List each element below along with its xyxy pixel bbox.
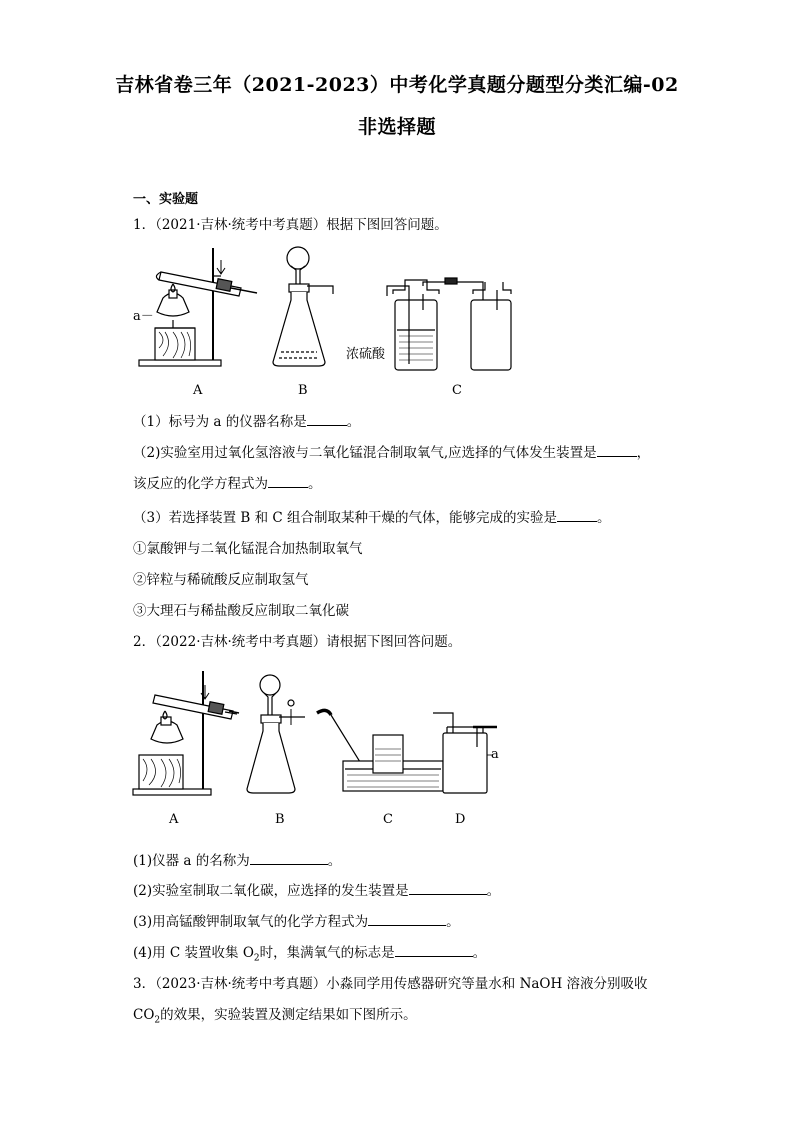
q1-blank2[interactable] [597, 443, 637, 457]
q2-part3: (3)用高锰酸钾制取氧气的化学方程式为 。 [133, 914, 460, 930]
q1-part1: （1）标号为 a 的仪器名称是 。 [133, 414, 361, 430]
q1-blank4[interactable] [557, 508, 597, 522]
q2-apparatus-d [433, 713, 497, 793]
q1-apparatus-a [139, 248, 257, 366]
q2-apparatus-c [317, 710, 443, 791]
q1-blank3[interactable] [268, 474, 308, 488]
q2-apparatus-b [247, 675, 305, 793]
q2-label-a: a [491, 747, 499, 762]
q2-apparatus-a [133, 671, 239, 795]
q2-part4: (4)用 C 装置收集 $O_2$时，集满氧气的标志是 。 [133, 945, 487, 964]
q1-part2: （2)实验室用过氧化氢溶液与二氧化锰混合制取氧气,应选择的气体发生装置是 ， [133, 445, 651, 461]
document-title-line1: 吉林省卷三年（2021-2023）中考化学真题分题型分类汇编-02 [115, 74, 679, 96]
q2-blank3[interactable] [368, 912, 446, 926]
q1-figure [133, 240, 533, 375]
q2-label-C: C [383, 812, 393, 827]
q3-stem: 3．（2023·吉林·统考中考真题）小淼同学用传感器研究等量水和 NaOH 溶液分别吸收 [133, 976, 648, 992]
q1-option3: ③大理石与稀盐酸反应制取二氧化碳 [133, 603, 349, 619]
q2-part1: (1)仪器 a 的名称为 。 [133, 853, 342, 869]
q1-stem: 1．（2021·吉林·统考中考真题）根据下图回答问题。 [133, 217, 448, 233]
q1-apparatus-b [273, 247, 333, 366]
q2-part2: (2)实验室制取二氧化碳，应选择的发生装置是 。 [133, 883, 501, 899]
q1-apparatus-c [387, 278, 511, 370]
q2-blank1[interactable] [250, 851, 328, 865]
q3-stem-line2: $CO_2$的效果，实验装置及测定结果如下图所示。 [133, 1007, 417, 1026]
q1-label-acid: 浓硫酸 [346, 347, 386, 362]
q2-label-D: D [455, 812, 466, 827]
q2-blank2[interactable] [409, 881, 487, 895]
q2-label-A: A [169, 812, 179, 827]
document-title-line2: 非选择题 [357, 116, 436, 138]
q2-label-B: B [275, 812, 285, 827]
section-heading: 一、实验题 [133, 192, 199, 207]
q1-option1: ①氯酸钾与二氧化锰混合加热制取氧气 [133, 541, 363, 557]
q2-blank4[interactable] [395, 943, 473, 957]
q1-blank1[interactable] [307, 412, 347, 426]
q1-label-a: a－ [133, 309, 154, 324]
q2-figure [133, 665, 513, 800]
q1-label-B: B [298, 383, 308, 398]
q1-part3: （3）若选择装置 B 和 C 组合制取某种干燥的气体，能够完成的实验是 。 [133, 510, 611, 526]
q1-label-C: C [452, 383, 462, 398]
q1-part2b: 该反应的化学方程式为 。 [133, 476, 322, 492]
q1-option2: ②锌粒与稀硫酸反应制取氢气 [133, 572, 309, 588]
q2-stem: 2．（2022·吉林·统考中考真题）请根据下图回答问题。 [133, 634, 462, 650]
q1-label-A: A [193, 383, 203, 398]
